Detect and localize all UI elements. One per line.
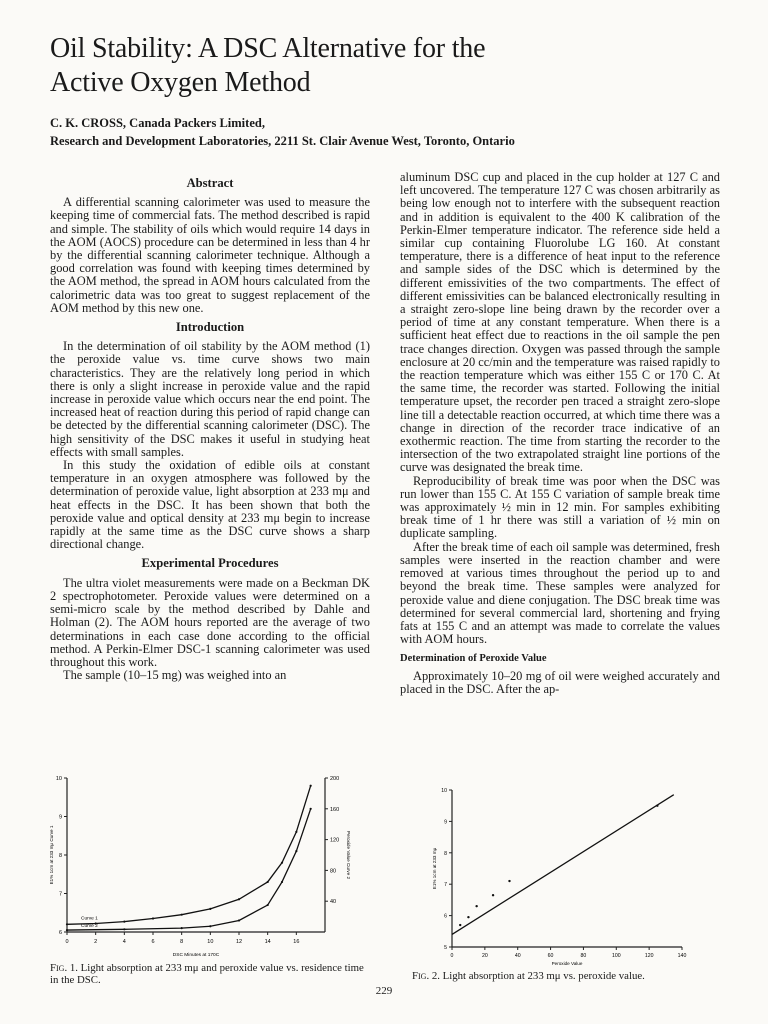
- experimental-paragraph-1: The ultra violet measurements were made on a Beckman DK 2 spectrophotometer. Peroxide values were determined on a semi-micro scale by the method described by Dahle and Holman (2). The AOM hours reported are the average of two determinations in each case done according to the official method. A Perkin-Elmer DSC-1 scanning calorimeter was used throughout this work.: [50, 575, 370, 669]
- data-point: [281, 881, 283, 883]
- x-tick-label: 2: [94, 939, 98, 945]
- figure-2-label: Fig. 2.: [412, 970, 440, 982]
- figure-1-label: Fig. 1.: [50, 962, 78, 974]
- introduction-heading: Introduction: [175, 320, 245, 335]
- data-point: [238, 898, 240, 900]
- x-tick-label: 8: [180, 939, 184, 945]
- data-point: [467, 916, 469, 918]
- right-column: [400, 171, 720, 696]
- series-label-1: Curve 1: [81, 916, 98, 922]
- title-line-2: Active Oxygen Method: [50, 67, 311, 98]
- x-tick-label: 14: [264, 939, 271, 945]
- figure-1-chart: [45, 770, 365, 960]
- y-tick-label: 9: [444, 819, 447, 826]
- right-paragraph-2: Reproducibility of break time was poor when the DSC was run lower than 155 C. At 155 C variation of sample break time was approximately ½ min in 12 min. For samples exhibiting break time of 1 hr there was still a variation of ½ min on duplicate sampling.: [400, 473, 720, 541]
- data-point: [459, 924, 461, 926]
- data-point: [181, 914, 183, 916]
- x-tick-label: 12: [235, 939, 243, 945]
- data-point: [310, 785, 312, 787]
- y2-tick-label: 40: [330, 899, 337, 906]
- y-tick-label: 9: [58, 814, 62, 821]
- author-block: [50, 114, 515, 150]
- x-tick-label: 4: [122, 939, 126, 945]
- y2-tick-label: 80: [330, 868, 337, 875]
- x-tick-label: 120: [644, 953, 654, 959]
- y-tick-label: 10: [441, 788, 447, 794]
- y-tick-label: 6: [444, 913, 447, 920]
- x-tick-label: 40: [514, 953, 521, 959]
- data-point: [475, 905, 477, 907]
- x-tick-label: 0: [450, 953, 454, 959]
- y2-tick-label: 160: [330, 806, 340, 813]
- fit-line: [452, 795, 674, 935]
- right-paragraph-4: Approximately 10–20 mg of oil were weighed accurately and placed in the DSC. After the ap-: [400, 668, 720, 696]
- data-point: [508, 880, 510, 882]
- data-point: [267, 881, 269, 883]
- y-tick-label: 8: [58, 853, 62, 859]
- y-tick-label: 5: [444, 945, 447, 951]
- series-line-1: [67, 786, 311, 925]
- x-tick-label: 16: [293, 939, 300, 945]
- x-tick-label: 60: [547, 953, 554, 959]
- data-point: [209, 925, 211, 927]
- data-point: [123, 928, 125, 930]
- y-axis-label: E1% 1cm at 233 mμ: [432, 847, 437, 890]
- intro-paragraph-1: In the determination of oil stability by the AOM method (1) the peroxide value vs. time curve shows two main characteristics. They are the relatively long period in which there is only a slight increase in peroxide value and the rapid increase in peroxide value which occurs near the end point. The increased heat of reaction during this period of rapid change can be detected by the differential scanning calorimeter (DSC). The high sensitivity of the DSC makes it useful in studying heat effects with small samples.: [50, 339, 370, 459]
- experimental-heading: Experimental Procedures: [141, 556, 279, 571]
- data-point: [66, 929, 68, 931]
- data-point: [295, 831, 297, 833]
- x-tick-label: 80: [580, 953, 587, 959]
- data-point: [310, 808, 312, 810]
- title-line-1: Oil Stability: A DSC Alternative for the: [50, 33, 486, 64]
- y-tick-label: 7: [58, 891, 62, 898]
- x-tick-label: 100: [611, 953, 621, 959]
- data-point: [209, 908, 211, 910]
- data-point: [492, 894, 494, 896]
- x-axis-label: Peroxide Value: [551, 961, 583, 966]
- figure-2: [420, 782, 700, 977]
- right-paragraph-1: aluminum DSC cup and placed in the cup holder at 127 C and left uncovered. The temperature 127 C was chosen arbitrarily as being low enough not to interfere with the subsequent reaction and in addition is equivalent to the 400 K calibration of the Perkin-Elmer temperature indicator. The reference side held a similar cup containing Fluorolube LG 160. At constant temperature, there is a difference of heat input to the reference and sample sides of the DSC which is determined by the different emissivities of the two compartments. The effect of different emissivities can be balanced electronically resulting in a straight zero-slope line being drawn by the recorder over a period of time at any constant temperature. When there is a sufficient heat effect due to reactions in the oil sample the pen trace changes direction. Oxygen was passed through the sample enclosure at 20 cc/min and the temperature was raised rapidly to the reaction temperature which was either 155 C or 170 C. At the same time, the recorder was started. Following the initial temperature upset, the recorder pen traced a straight zero-slope line till a detectable reaction occurred, at which time there was a change in direction of the recorder trace indicative of an exothermic reaction. The time from starting the recorder to the intersection of the two extrapolated straight line portions of the curve was designated the break time.: [400, 170, 720, 475]
- figure-2-caption-text: Light absorption at 233 mμ vs. peroxide value.: [442, 970, 645, 982]
- data-point: [66, 923, 68, 925]
- author-affiliation: Research and Development Laboratories, 2211 St. Clair Avenue West, Toronto, Ontario: [50, 134, 515, 148]
- y2-axis-label: Peroxide Value Curve 2: [346, 830, 351, 880]
- x-tick-label: 20: [481, 953, 488, 959]
- y-tick-label: 8: [444, 850, 447, 857]
- y2-tick-label: 200: [330, 776, 340, 782]
- peroxide-subheading: Determination of Peroxide Value: [400, 653, 547, 665]
- data-point: [656, 805, 658, 807]
- y-tick-label: 6: [58, 930, 62, 936]
- y2-tick-label: 120: [330, 837, 340, 844]
- x-tick-label: 140: [677, 953, 687, 959]
- right-paragraph-3: After the break time of each oil sample was determined, fresh samples were inserted in the reaction chamber and were removed at various times throughout the period up to and beyond the break time. These samples were analyzed for peroxide value and diene conjugation. The DSC break time was determined for several commercial lard, shortening and frying fats at 155 C and an attempt was made to correlate the values with AOM hours.: [400, 539, 720, 647]
- data-point: [123, 921, 125, 923]
- x-axis-label: DSC Minutes at 170C: [172, 953, 220, 958]
- data-point: [181, 927, 183, 929]
- x-tick-label: 0: [65, 939, 69, 945]
- experimental-paragraph-2: The sample (10–15 mg) was weighed into an: [63, 668, 287, 683]
- page-number: 229: [375, 985, 393, 997]
- series-line-2: [67, 809, 311, 930]
- data-point: [295, 850, 297, 852]
- data-point: [281, 862, 283, 864]
- y-tick-label: 10: [55, 776, 62, 782]
- series-label-2: Curve 2: [81, 924, 98, 930]
- x-tick-label: 10: [207, 939, 214, 945]
- intro-paragraph-2: In this study the oxidation of edible oils at constant temperature in an oxygen atmosphere was followed by the determination of peroxide value, light absorption at 233 mμ and heat effects in the DSC. It has been shown that both the peroxide value and optical density at 233 mμ begin to increase rapidly at the same time as the DSC curve shows a sharp directional change.: [50, 458, 370, 552]
- abstract-heading: Abstract: [186, 176, 234, 190]
- figure-1-caption: [50, 962, 370, 986]
- figure-1-caption-text: Light absorption at 233 mμ and peroxide value vs. residence time in the DSC.: [50, 962, 364, 986]
- figure-2-caption: [412, 970, 732, 982]
- abstract-text: A differential scanning calorimeter was used to measure the keeping time of commercial fats. The method described is rapid and simple. The stability of oils which would require 14 days in the AOM (AOCS) procedure can be determined in less than 4 hr by the differential scanning calorimeter technique. Although a good correlation was found with keeping times determined by the AOM method, the spread in AOM hours calculated from the calorimetric data was too great to suggest replacement of the AOM method by this new one.: [50, 195, 370, 315]
- y-tick-label: 7: [444, 882, 447, 889]
- x-tick-label: 6: [151, 939, 155, 945]
- left-column: [50, 171, 370, 682]
- paper-title: [50, 32, 650, 100]
- data-point: [152, 917, 154, 919]
- author-names: C. K. CROSS, Canada Packers Limited,: [50, 116, 265, 130]
- figure-2-chart: [420, 782, 700, 972]
- y-axis-label: E1% 1cm at 233 mμ Curve 1: [49, 825, 54, 885]
- figure-1: [45, 770, 365, 965]
- data-point: [267, 904, 269, 906]
- data-point: [238, 919, 240, 921]
